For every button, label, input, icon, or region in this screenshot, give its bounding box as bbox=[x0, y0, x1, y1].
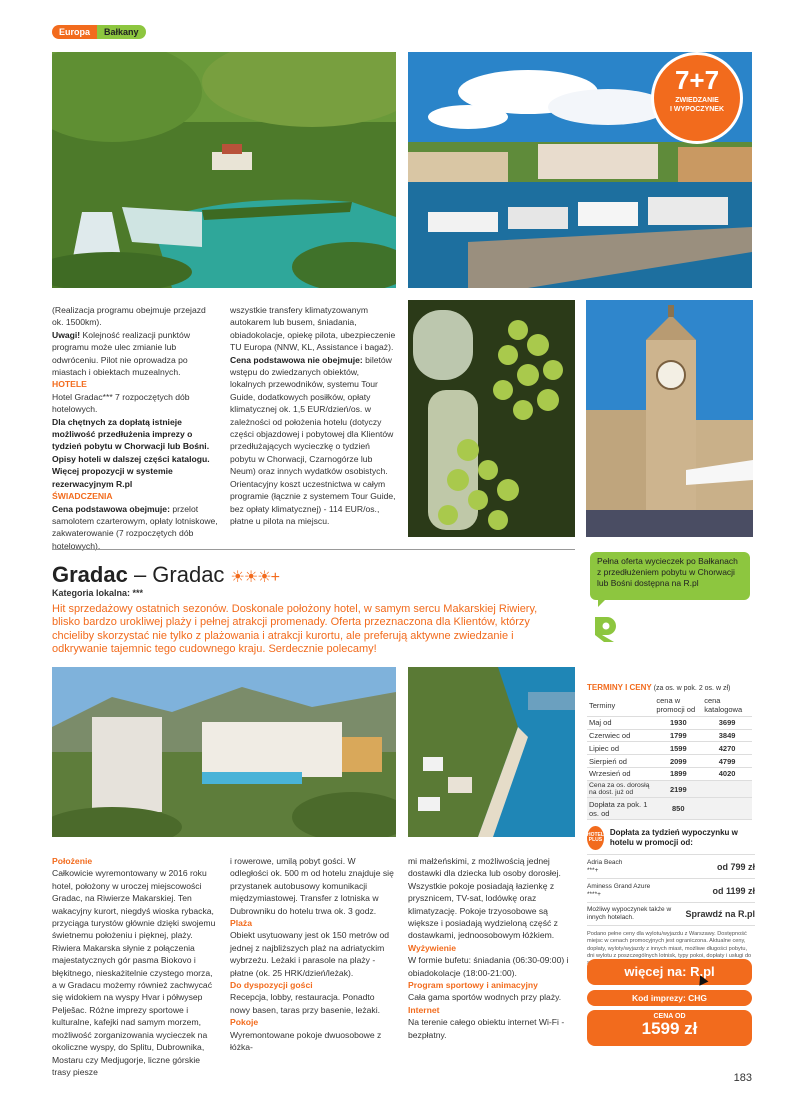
hotel-category: Kategoria lokalna: *** bbox=[52, 588, 144, 598]
row-katalog bbox=[702, 780, 752, 798]
table-row bbox=[587, 742, 752, 755]
bubble-tail bbox=[598, 599, 606, 607]
prices-panel bbox=[587, 683, 755, 967]
row-katalog: 4799 bbox=[702, 755, 752, 768]
extension-text: Dla chętnych za dopłatą istnieje możliwość przedłużenia imprezy o tydzień pobytu w Chorwacji lub Bośni. Opisy hoteli w dalszej części katalogu. Więcej propozycji w systemie rezerwacyjnym R.pl bbox=[52, 416, 210, 489]
extras-list bbox=[587, 854, 755, 926]
price-includes-label: Cena podstawowa obejmuje: bbox=[52, 503, 170, 514]
list-item bbox=[587, 902, 755, 926]
row-katalog: 4270 bbox=[702, 742, 752, 755]
hotel-rating-icon: ☀☀☀+ bbox=[230, 569, 279, 586]
badge-title: 7+7 bbox=[674, 65, 720, 95]
coast-photo bbox=[408, 667, 575, 837]
hotel-description-1 bbox=[52, 855, 218, 1078]
price-value: 1599 zł bbox=[641, 1019, 698, 1038]
row-term: Maj od bbox=[587, 716, 654, 729]
hotel-photo bbox=[52, 667, 396, 837]
row-promo: 1930 bbox=[654, 716, 702, 729]
row-term: Dopłata za pok. 1 os. od bbox=[587, 798, 654, 820]
itinerary-column-1 bbox=[52, 304, 218, 552]
beach-text: Obiekt usytuowany jest ok 150 metrów od jednej z najbliższych plaż na adriatyckim wybrzeżu. Leżaki i parasole na plaży - płatne (ok. 25 HRK/dzień/leżak). bbox=[230, 930, 390, 978]
trip-code bbox=[587, 990, 752, 1006]
price-disclaimer: Podano pełne ceny dla wylotu/wyjazdu z Warszawy. Dostępność miejsc w cenach promocyjnych jest ograniczona. Aktualne ceny, dopłaty, wyloty/wyjazdy z innych miast, możliwe długości pobytu, dni wylotu z poszczególnych lotnisk, typy pokoi, dopłaty i usługi do bbox=[587, 931, 752, 959]
price-excludes-text: biletów wstępu do zwiedzanych obiektów, lokalnych przewodników, systemu Tour Guide, dodatkowych posiłków, opłaty klimatycznej ok. 1,5 EUR/dzień/os. w zależności od położenia hotelu (dotyczy części objazdowej i pobytowej dla Klientów przedłużających wycieczkę o tydzień pobytu w Chorwacji, Czarnogórze lub Neum) oraz innych wydatków osobistych. Orientacyjny koszt uczestnictwa w całym programie (łącznie z systemem Tour Guide, bez opłaty klimatycznej) - 114 EUR/os., płatne u pilota na miejscu. bbox=[230, 354, 396, 526]
table-row bbox=[587, 755, 752, 768]
location-heading: Położenie bbox=[52, 856, 93, 866]
row-term: Lipiec od bbox=[587, 742, 654, 755]
uwagi-label: Uwagi! bbox=[52, 329, 81, 340]
col-katalog: cena katalogowa bbox=[702, 695, 752, 716]
hotele-heading: HOTELE bbox=[52, 379, 87, 390]
more-on-rpl-button[interactable] bbox=[587, 959, 752, 985]
price-from-label: CENA OD bbox=[653, 1013, 686, 1020]
more-button-label: więcej na: R.pl bbox=[624, 964, 715, 979]
section-divider bbox=[52, 549, 575, 550]
hotel-plus-row bbox=[587, 826, 755, 850]
beach-heading: Plaża bbox=[230, 918, 252, 929]
hotel-plus-label: HOTEL PLUS bbox=[587, 832, 604, 844]
extra-name: Adria Beach bbox=[587, 858, 623, 866]
itinerary-column-2 bbox=[230, 304, 396, 527]
hotel-plus-icon bbox=[587, 826, 604, 850]
row-term: Czerwiec od bbox=[587, 729, 654, 742]
row-promo: 850 bbox=[654, 798, 702, 820]
sports-text: Cała gama sportów wodnych przy plaży. bbox=[408, 992, 562, 1003]
includes-continued: wszystkie transfery klimatyzowanym autokarem lub busem, śniadania, obiadokolacje, opiekę pilota, ubezpieczenie TU Europa (NNW, KL, Assistance i bagaż). bbox=[230, 305, 396, 353]
location-continued: i rowerowe, umilą pobyt gości. W odległości ok. 500 m od hotelu znajduje się przystanek autobusowy komunikacji międzymiastowej. Transfer z lotniska w Dubrowniku do hotelu trwa ok. 3 godz. bbox=[230, 856, 394, 916]
table-row bbox=[587, 716, 752, 729]
table-row bbox=[587, 729, 752, 742]
meals-text: W formie bufetu: śniadania (06:30-09:00) i obiadokolacje (18:00-21:00). bbox=[408, 955, 569, 978]
hotel-description-2 bbox=[230, 855, 396, 1054]
offer-badge bbox=[651, 52, 743, 144]
breadcrumb-region[interactable]: Europa bbox=[52, 25, 97, 39]
hotel-description-3 bbox=[408, 855, 575, 1041]
facilities-text: Recepcja, lobby, restauracja. Ponadto nowy basen, taras przy basenie, leżaki. bbox=[230, 992, 380, 1015]
facilities-heading: Do dyspozycji gości bbox=[230, 980, 313, 991]
row-katalog: 4020 bbox=[702, 767, 752, 780]
uwagi-text: Kolejność realizacji punktów programu może ulec zmianie lub odwróceniu. Pilot nie oprowadza po miastach i obiektach muzealnych. bbox=[52, 329, 191, 378]
doplata-heading: Dopłata za tydzień wypoczynku w hotelu w promocji od: bbox=[609, 828, 738, 848]
trip-code-label: Kod imprezy: CHG bbox=[631, 993, 708, 1003]
prices-heading bbox=[587, 683, 755, 692]
extra-stars: ****+ bbox=[587, 890, 601, 898]
internet-heading: Internet bbox=[408, 1004, 440, 1015]
row-term: Sierpień od bbox=[587, 755, 654, 768]
prices-title: TERMINY I CENY bbox=[587, 683, 652, 692]
row-promo: 1799 bbox=[654, 729, 702, 742]
row-promo: 2099 bbox=[654, 755, 702, 768]
list-item bbox=[587, 854, 755, 878]
row-katalog: 3849 bbox=[702, 729, 752, 742]
info-bubble[interactable]: Pełna oferta wycieczek po Bałkanach z przedłużeniem pobytu w Chorwacji lub Bośni dostępna na R.pl bbox=[590, 552, 750, 600]
price-box[interactable] bbox=[587, 1010, 752, 1046]
waterfall-photo bbox=[52, 52, 396, 288]
col-terminy: Terminy bbox=[587, 695, 654, 716]
itinerary-note: (Realizacja programu obejmuje przejazd ok. 1500km). bbox=[52, 305, 206, 328]
badge-line2: I WYPOCZYNEK bbox=[669, 106, 725, 113]
location-text: Całkowicie wyremontowany w 2016 roku hotel, położony w uroczej miejscowości Gradac, na Riwierze Makarskiej. Ten wakacyjny kurort, niegdyś wioska rybacka, przyciąga turystów głównie dzięki swojemu świetnemu położeniu i pięknej, plaży. Riwiera Makarska słynie z połączenia majestatycznych gór pasma Biokovo i błękitnego, nieskażitelnie czystego morza, a w Gradacu możemy również zachwycać się widokiem na wyspy Hvar i półwysep Pelješac. Różne imprezy sportowe i kulturalne, kafejki nad samym morzem, możliwość zorganizowania wycieczek na okoliczne wyspy, do Splitu, Dubrownika, Mostaru czy Medjugorje, liczne górskie trasy piesze bbox=[52, 868, 216, 1077]
hotele-text: Hotel Gradac*** 7 rozpoczętych dób hotelowych. bbox=[52, 391, 190, 415]
rooms-continued: mi małżeńskimi, z możliwością jednej dostawki dla dziecka lub osoby dorosłej. Wszystkie pokoje posiadają łazienkę z prysznicem, TV-sat, lodówkę oraz klimatyzację. Pokoje trzyosobowe są większe i posiadają wydzieloną część z dostawkami, jednoosobowym łóżkiem. bbox=[408, 856, 561, 941]
r-logo-icon bbox=[592, 614, 622, 644]
row-promo: 2199 bbox=[654, 780, 702, 798]
row-katalog bbox=[702, 798, 752, 820]
rooms-heading: Pokoje bbox=[230, 1017, 259, 1028]
clock-tower-photo bbox=[586, 300, 753, 537]
price-excludes-label: Cena podstawowa nie obejmuje: bbox=[230, 354, 363, 365]
row-katalog: 3699 bbox=[702, 716, 752, 729]
meals-heading: Wyżywienie bbox=[408, 942, 457, 953]
swiadczenia-heading: ŚWIADCZENIA bbox=[52, 491, 113, 502]
table-row bbox=[587, 780, 752, 798]
row-promo: 1899 bbox=[654, 767, 702, 780]
page-number: 183 bbox=[733, 1072, 752, 1084]
row-term: Wrzesień od bbox=[587, 767, 654, 780]
extra-name: Możliwy wypoczynek także w innych hotelach. bbox=[587, 906, 672, 922]
rooms-text: Wyremontowane pokoje dwuosobowe z łóżka- bbox=[230, 1029, 382, 1053]
extra-stars: ***+ bbox=[587, 866, 599, 874]
extra-name: Aminess Grand Azure bbox=[587, 882, 651, 890]
table-row bbox=[587, 767, 752, 780]
breadcrumb bbox=[52, 25, 146, 39]
prices-table bbox=[587, 695, 752, 820]
row-promo: 1599 bbox=[654, 742, 702, 755]
table-row bbox=[587, 798, 752, 820]
extra-price: od 1199 zł bbox=[712, 885, 755, 896]
badge-line1: ZWIEDZANIE bbox=[675, 97, 719, 104]
hotel-name: Gradac bbox=[52, 562, 128, 587]
hotel-intro: Hit sprzedażowy ostatnich sezonów. Doskonale położony hotel, w samym sercu Makarskiej Riwiery, blisko bardzo urokliwej plaży i pełnej atrakcji promenady. Oferta przeznaczona dla Klientów, którzy chcieliby skorzystać nie tylko z plażowania i atrakcji kurortu, ale preferują aktywne zwiedzanie i odkrywanie tajemnic tego cudownego kraju. Serdecznie polecamy! bbox=[52, 603, 538, 656]
price-includes-text: przelot samolotem czarterowym, opłaty lotniskowe, zakwaterowanie (7 rozpoczętych dób hotelowych), bbox=[52, 503, 218, 551]
hotel-title bbox=[52, 562, 279, 588]
extra-price[interactable]: Sprawdź na R.pl bbox=[685, 909, 755, 920]
internet-text: Na terenie całego obiektu internet Wi-Fi - bezpłatny. bbox=[408, 1017, 565, 1040]
breadcrumb-subregion[interactable]: Bałkany bbox=[97, 25, 146, 39]
prices-note: (za os. w pok. 2 os. w zł) bbox=[651, 685, 731, 692]
sports-heading: Program sportowy i animacyjny bbox=[408, 980, 538, 991]
wine-grapes-photo bbox=[408, 300, 575, 537]
hotel-location: – Gradac bbox=[127, 562, 231, 587]
row-term: Cena za os. dorosłą na dost. już od bbox=[587, 780, 654, 798]
col-promo: cena w promocji od bbox=[654, 695, 702, 716]
extra-price: od 799 zł bbox=[716, 861, 755, 872]
list-item bbox=[587, 878, 755, 902]
